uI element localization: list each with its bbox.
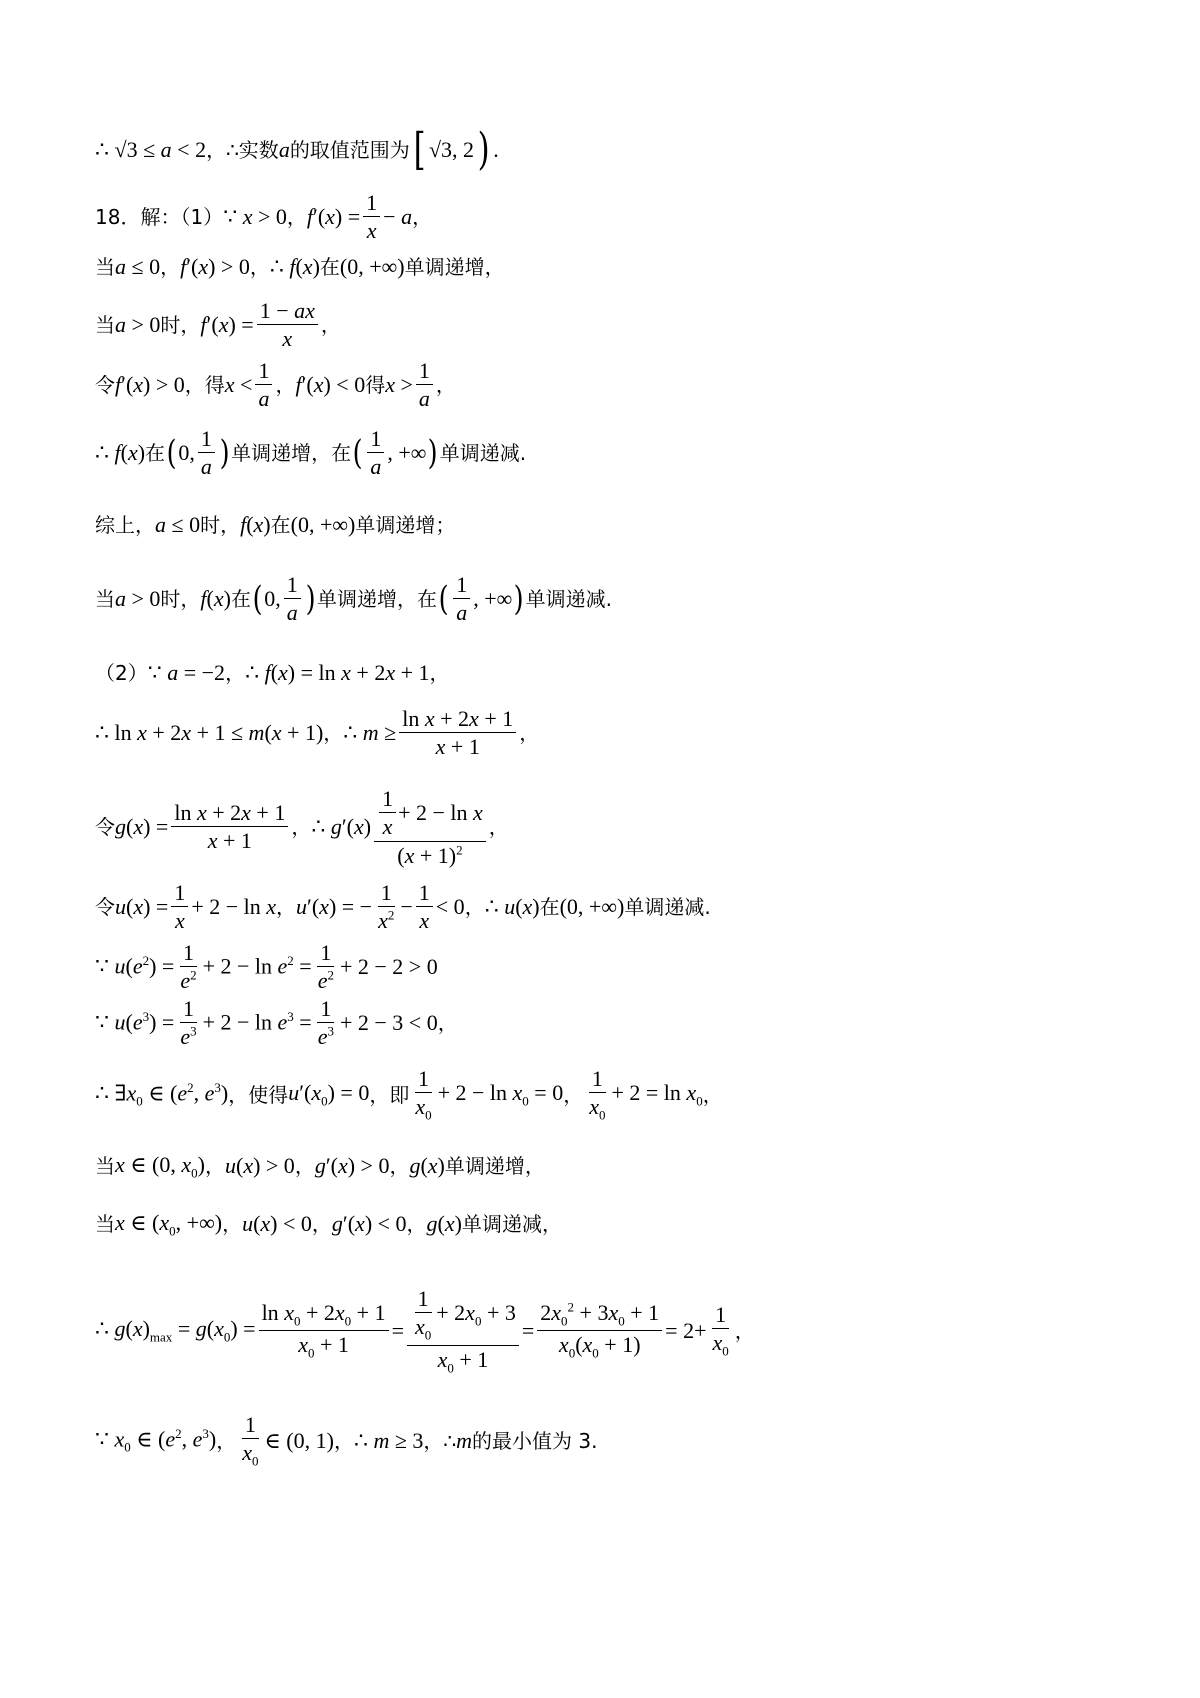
solution-line: 18．解：（1） ∵ x > 0 ， f′(x) = $\frac{1}{x}$ − a ， bbox=[95, 190, 433, 244]
solution-line: 令 f′(x) > 0 ，得 x < $\frac{1}{a}$ ， f′(x) < 0 得 x > $\frac{1}{a}$ ， bbox=[95, 358, 456, 412]
solution-line: 综上， a ≤ 0 时， f(x) 在 (0, +∞) 单调递增； bbox=[95, 512, 456, 538]
solution-line: ∴ √3 ≤ a < 2 ，∴实数 a 的取值范围为 [ √3, 2 ) . bbox=[95, 124, 499, 175]
solution-line: 当 a > 0 时， f′(x) = $\frac{1 - ax}{x}$ ， bbox=[95, 298, 341, 352]
solution-line: ∴ f(x) 在 ( 0, $\frac{1}{a}$ ) 单调递增，在 ( $\frac{1}{a}$ , +∞ ) 单调递减. bbox=[95, 426, 527, 480]
solution-line: 当 a ≤ 0 ， f′(x) > 0 ， ∴ f(x) 在 (0, +∞) 单调递增， bbox=[95, 254, 505, 280]
solution-line: ∴ ln x + 2x + 1 ≤ m(x + 1) ， ∴ m ≥ $\frac{\text{ln x + 2x + 1}}{x + 1}$ ， bbox=[95, 706, 540, 760]
solution-line: 当 x ∈ ($x_0$, +∞) ， u(x) < 0 ， g′(x) < 0 ， g(x) 单调递减， bbox=[95, 1210, 562, 1239]
solution-line: 当 a > 0 时， f(x) 在 ( 0, $\frac{1}{a}$ ) 单调递增，在 ( $\frac{1}{a}$ , +∞ ) 单调递减. bbox=[95, 572, 612, 626]
solution-line: 当 x ∈ (0, $x_0$) ， u(x) > 0 ， g′(x) > 0 ， g(x) 单调递增， bbox=[95, 1152, 545, 1181]
solution-line: ∴ $\exists x_0$ ∈ ($e^2$, $e^3$) ，使得 $u'(x_0) = 0$ ，即 $\frac{1}{x_0}$ + $2 - \ln x_0 = 0$ ， $\frac{1}{x_0}$ + $2 = \ln x_0$ ， bbox=[95, 1066, 723, 1123]
solution-line: ∵ $u(e^2)$ = $\frac{1}{e^2}$ + $2 - \ln e^2$ = $\frac{1}{e^2}$ + 2 − 2 > 0 bbox=[95, 940, 438, 994]
solution-line: 令 u(x) = $\frac{1}{x}$ + 2 − ln x ， u′(x) = − $\frac{1}{x^2}$ − $\frac{1}{x}$ < 0 ， ∴ u(x) 在 (0, +∞) 单调递减. bbox=[95, 880, 711, 934]
solution-line: ∴ $g(x)_{max} = g(x_0)$ = $\frac{\ln x_0 + 2x_0 + 1}{x_0 + 1}$ = $\frac{1}{x_0}$ + $2x_0 + 3$ $x_0 + 1$ = $\frac{2x_0^2 + 3x_0 + 1}{x_0(x_0 + 1)}$ = 2+ $\frac{1}{x_0}$ ， bbox=[95, 1286, 755, 1376]
solution-line: ∵ $x_0$ ∈ ($e^2$, $e^3$) ， $\frac{1}{x_0}$ ∈ (0, 1) ， ∴ m ≥ 3 ，∴ m 的最小值为 3. bbox=[95, 1412, 598, 1469]
solution-line: 令 g(x) = $\frac{\text{ln x + 2x + 1}}{x + 1}$ ， ∴ g′(x) $\frac{1}{x}$ + 2 − ln x $(x + 1)^2$ ， bbox=[95, 786, 509, 868]
solution-line: （2） ∵ a = −2 ， ∴ f(x) = ln x + 2x + 1 ， bbox=[95, 660, 450, 686]
solution-line: ∵ $u(e^3)$ = $\frac{1}{e^3}$ + $2 - \ln e^3$ = $\frac{1}{e^3}$ + 2 − 3 < 0 ， bbox=[95, 996, 458, 1050]
